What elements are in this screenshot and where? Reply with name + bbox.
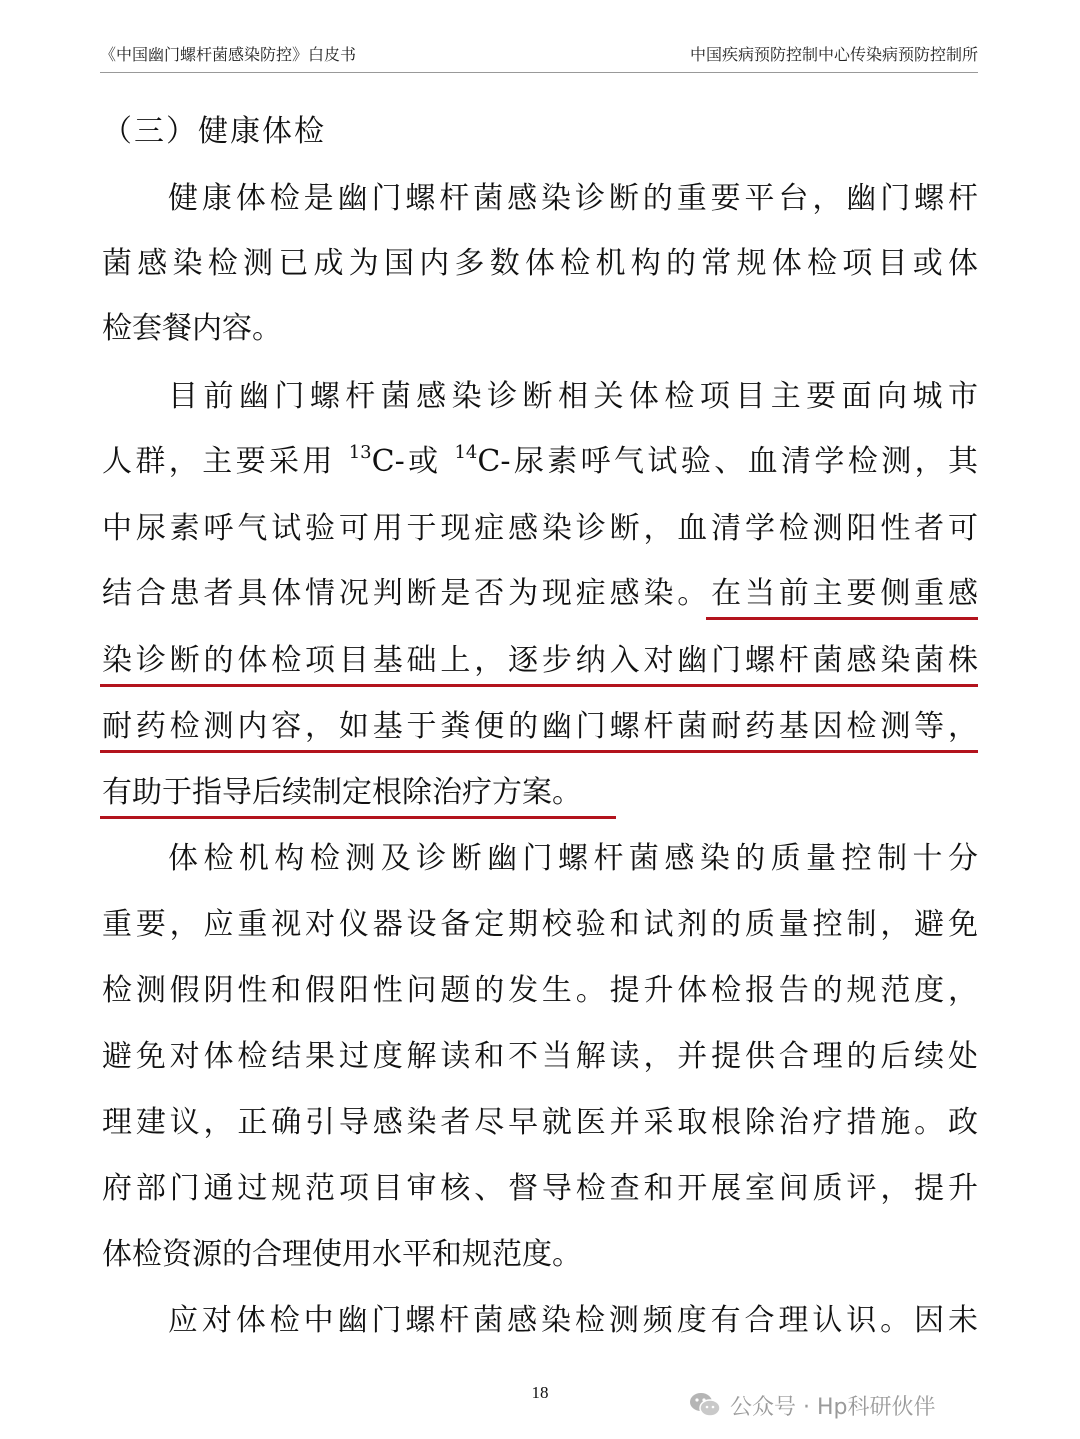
watermark — [688, 1388, 936, 1422]
paragraph-line: 染诊断的体检项目基础上，逐步纳入对幽门螺杆菌感染菌株 — [102, 643, 978, 678]
paragraph-line: 理建议，正确引导感染者尽早就医并采取根除治疗措施。政 — [102, 1105, 978, 1140]
paragraph-line: 耐药检测内容，如基于粪便的幽门螺杆菌耐药基因检测等， — [102, 709, 978, 744]
paragraph-line: 府部门通过规范项目审核、督导检查和开展室间质评，提升 — [102, 1171, 978, 1206]
paragraph-line — [102, 439, 978, 485]
paragraph-line: 检测假阴性和假阳性问题的发生。提升体检报告的规范度， — [102, 973, 978, 1008]
paragraph-line: 目前幽门螺杆菌感染诊断相关体检项目主要面向城市 — [168, 379, 978, 414]
section-heading: （三）健康体检 — [102, 114, 326, 149]
paragraph-line: 体检资源的合理使用水平和规范度。 — [102, 1237, 582, 1272]
red-underline — [100, 816, 616, 819]
paragraph-line: 菌感染检测已成为国内多数体检机构的常规体检项目或体 — [102, 246, 978, 281]
paragraph-line: 中尿素呼气试验可用于现症感染诊断，血清学检测阳性者可 — [102, 511, 978, 546]
text-run: 人群，主要采用 — [102, 444, 336, 479]
paragraph-line: 应对体检中幽门螺杆菌感染检测频度有合理认识。因未 — [168, 1303, 978, 1338]
paragraph-line: 健康体检是幽门螺杆菌感染诊断的重要平台，幽门螺杆 — [168, 181, 978, 216]
paragraph-line: 检套餐内容。 — [102, 311, 282, 346]
wechat-icon — [688, 1390, 722, 1420]
paragraph-line: 体检机构检测及诊断幽门螺杆菌感染的质量控制十分 — [168, 841, 978, 876]
superscript: 14 — [454, 442, 478, 463]
highlighted-text: 在当前主要侧重感 — [711, 576, 979, 611]
text-run: C-尿素呼气试验、血清学检测，其 — [477, 444, 978, 479]
paragraph-line: 避免对体检结果过度解读和不当解读，并提供合理的后续处 — [102, 1039, 978, 1074]
red-underline — [706, 617, 978, 620]
text-run: 结合患者具体情况判断是否为现症感染。 — [102, 576, 712, 611]
watermark-text: 公众号 · Hp科研伙伴 — [730, 1394, 936, 1420]
text-run: C-或 — [371, 444, 442, 479]
header-organization: 中国疾病预防控制中心传染病预防控制所 — [689, 45, 978, 64]
page-number: 18 — [531, 1383, 549, 1402]
paragraph-line — [102, 571, 978, 617]
red-underline — [100, 750, 978, 753]
header-divider — [100, 72, 978, 73]
paragraph-line: 重要，应重视对仪器设备定期校验和试剂的质量控制，避免 — [102, 907, 978, 942]
header-document-title: 《中国幽门螺杆菌感染防控》白皮书 — [100, 45, 357, 64]
superscript: 13 — [348, 442, 372, 463]
page-header — [100, 38, 978, 68]
red-underline — [100, 684, 978, 687]
paragraph-line: 有助于指导后续制定根除治疗方案。 — [102, 775, 582, 810]
